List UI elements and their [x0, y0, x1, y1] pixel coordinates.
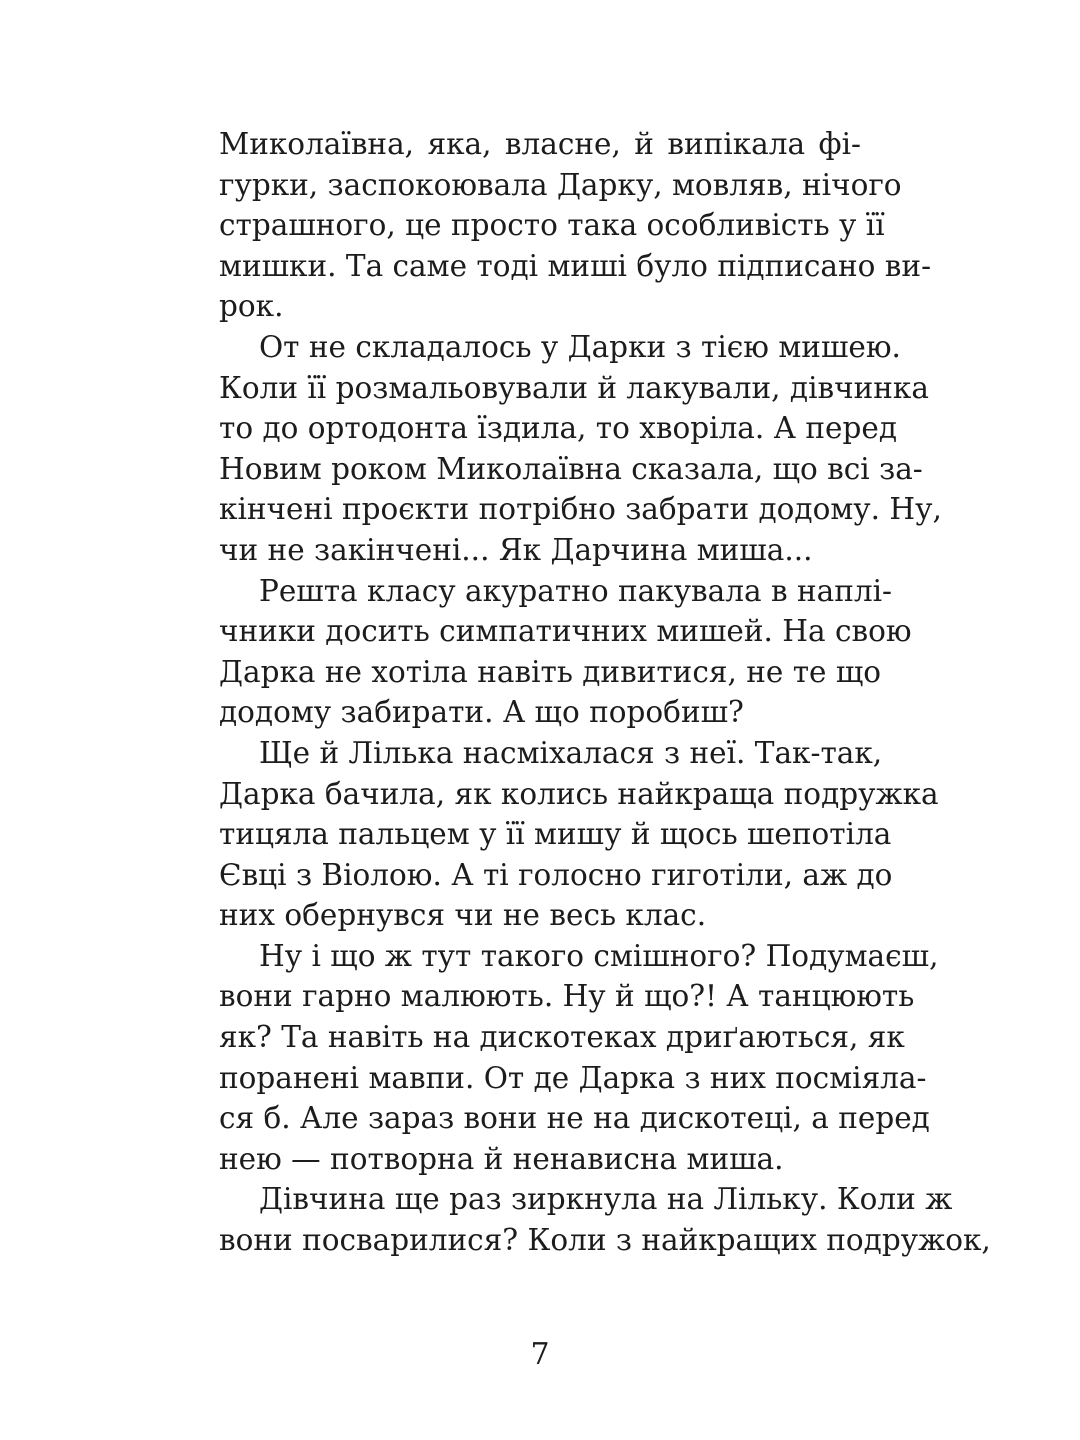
- text-line: Дарка не хотіла навіть дивитися, не те що: [219, 654, 882, 689]
- text-line: поранені мавпи. От де Дарка з них посміяла-: [219, 1060, 927, 1095]
- text-line: гурки, заспокоювала Дарку, мовляв, нічого: [219, 167, 902, 202]
- text-line: кінчені проєкти потрібно забрати додому. Ну,: [219, 492, 942, 527]
- text-line: Миколаївна, яка, власне, й випікала фі-: [219, 127, 861, 161]
- text-line: Дарка бачила, як колись найкраща подружка: [219, 776, 939, 811]
- page-number: 7: [530, 1337, 550, 1372]
- text-line: Новим роком Миколаївна сказала, що всі за-: [219, 451, 923, 486]
- text-line: то до ортодонта їздила, то хворіла. А перед: [219, 411, 897, 446]
- text-line: чи не закінчені... Як Дарчина миша...: [219, 532, 813, 567]
- text-line: нею — потворна й ненависна миша.: [219, 1141, 784, 1176]
- text-line: чники досить симпатичних мишей. На свою: [219, 614, 912, 649]
- paragraph-first-line: Ще й Лілька насміхалася з неї. Так-так,: [259, 735, 883, 770]
- text-line: вони посварилися? Коли з найкращих подружок,: [219, 1223, 991, 1258]
- text-line: ся б. Але зараз вони не на дискотеці, а перед: [219, 1101, 930, 1136]
- text-line: рок.: [219, 289, 284, 324]
- text-line: страшного, це просто така особливість у її: [219, 208, 885, 243]
- text-line: них обернувся чи не весь клас.: [219, 898, 707, 933]
- text-line: Євці з Віолою. А ті голосно гиготіли, аж до: [219, 857, 893, 892]
- text-line: тицяла пальцем у її мишу й щось шепотіла: [219, 817, 892, 852]
- text-line: додому забирати. А що поробиш?: [219, 695, 744, 730]
- text-line: мишки. Та саме тоді миші було підписано ви-: [219, 248, 932, 283]
- paragraph-first-line: Ну і що ж тут такого смішного? Подумаєш,: [259, 938, 939, 973]
- text-line: Коли її розмальовували й лакували, дівчинка: [219, 370, 929, 405]
- paragraph-first-line: Дівчина ще раз зиркнула на Лільку. Коли ж: [259, 1182, 953, 1217]
- body-text: [219, 124, 991, 1261]
- text-line: як? Та навіть на дискотеках дриґаються, як: [219, 1020, 905, 1055]
- text-line: вони гарно малюють. Ну й що?! А танцюють: [219, 979, 915, 1014]
- paragraph-first-line: Решта класу акуратно пакувала в наплі-: [259, 573, 892, 608]
- paragraph-first-line: От не складалось у Дарки з тією мишею.: [259, 329, 901, 364]
